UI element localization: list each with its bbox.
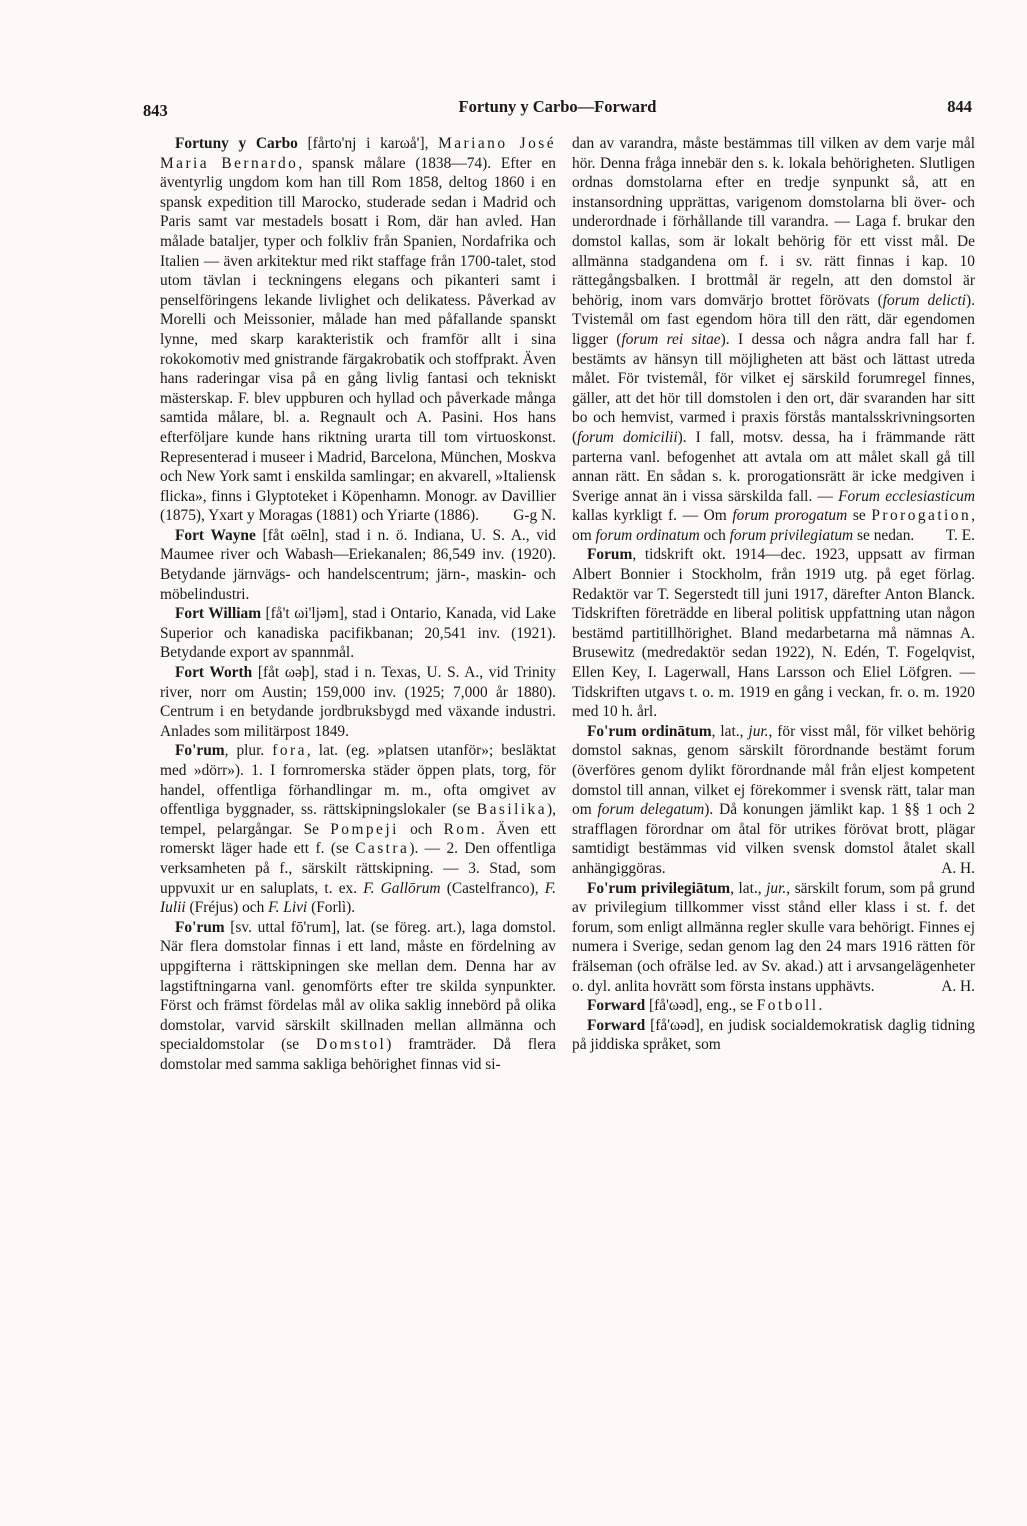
running-title: Fortuny y Carbo—Forward: [458, 97, 657, 116]
entry-fortuny-y-carbo: Fortuny y Carbo [fårto'nj i karωå'], Mariano José Maria Bernardo, spansk målare (1838—74). Efter en äventyrlig ungdom kom han till Rom 1858, deltog 1860 i en spansk expedition till Marocko, studerade sedan i Madrid och Paris samt var mestadels bosatt i Rom, där han avled. Han målade bataljer, typer och folkliv från Spanien, Nordafrika och Italien — även arkitektur med rikt staffage från 1700-talet, stod utom tävlan i teckningens elegans och pikanteri samt i penselföringens lekande livlighet och delikatess. Påverkad av Morelli och Meissonier, målade han med påfallande spanskt lynne, med skarp karakteristik och framför allt i sina rokokomotiv med gnistrande färgakrobatik och stoffprakt. Även hans raderingar visa på en gång livlig fantasi och tekniskt mästerskap. F. blev uppburen och hyllad och påverkade många samtida målare, bl. a. Regnault och A. Pasini. Hos hans efterföljare kunde hans riktning urarta till tom virtuoskonst. Representerad i museer i Madrid, Barcelona, München, Moskva och New York samt i enskilda samlingar; en akvarell, »Italiensk flicka», finns i Glyptoteket i Köpenhamn. Monogr. av Davillier (1875), Yxart y Moragas (1881) och Yriarte (1886). G-g N.: [160, 135, 557, 525]
column-right: [572, 134, 975, 1055]
entry-headword: Forum: [587, 546, 633, 564]
entry-forum-tidskrift: Forum, tidskrift okt. 1914—dec. 1923, uppsatt av firman Albert Bonnier i Stockholm, från 1919 utg. på eget förlag. Redaktör var T. Segerstedt till juni 1917, därefter Anton Blanck. Tidskriften företrädde en liberal politisk uppfattning utan någon bestämd partitillhörighet. Bland medarbetarna må nämnas A. Brusewitz (medredaktör sedan 1922), N. Edén, T. Fogelqvist, Ellen Key, I. Lagerwall, Hans Larsson och Eliel Löfgren. — Tidskriften utgavs t. o. m. 1919 en gång i veckan, fr. o. m. 1920 med 10 h. årl.: [572, 546, 975, 721]
column-left: [160, 134, 556, 1075]
author-signature: A. H.: [941, 859, 975, 877]
entry-headword: Forward: [587, 1016, 646, 1034]
entry-headword: Fo'rum privilegiātum: [587, 879, 731, 897]
entry-forum-privilegiatum: Fo'rum privilegiātum, lat., jur., särskilt forum, som på grund av privilegium tillkommer visst stånd eller klass i st. f. det forum, som enligt allmänna regler skulle vara behörigt. Finnes ej numera i Sverige, sedan genom lag den 24 mars 1916 rätten för frälseman (och ofrälse led. av Sv. akad.) att i arvsangelägenheter o. dyl. anlita hovrätt som första instans upphävts. A. H.: [572, 879, 975, 995]
entry-fort-william: Fort William [få't ωi'ljəm], stad i Ontario, Kanada, vid Lake Superior och kanadiska pacifikbanan; 20,541 inv. (1921). Betydande export av spannmål.: [160, 605, 556, 662]
entry-fort-wayne: Fort Wayne [fåt ωēln], stad i n. ö. Indiana, U. S. A., vid Maumee river och Wabash—Eriekanalen; 86,549 inv. (1920). Betydande järnvägs- och handelscentrum; järn-, maskin- och möbelindustri.: [160, 526, 556, 603]
author-signature: T. E.: [945, 526, 975, 544]
entry-headword: Forward: [587, 997, 646, 1015]
entry-headword: Fort Worth: [175, 664, 253, 682]
entry-forum-1: Fo'rum, plur. fora, lat. (eg. »platsen utanför»; besläktat med »dörr»). 1. I fornromerska städer öppen plats, torg, för handel, offentliga förhandlingar m. m., ofta omgivet av offentliga byggnader, ss. rättskipningslokaler (se Basilika), tempel, pelargångar. Se Pompeji och Rom. Även ett romerskt läger hade ett f. (se Castra). — 2. Den offentliga verksamheten på f., särskilt rättskipning. — 3. Stad, som uppvuxit ur en saluplats, t. ex. F. Gallōrum (Castelfranco), F. Iulii (Fréjus) och F. Livi (Forlì).: [160, 742, 556, 917]
entry-forum-2-continued: dan av varandra, måste bestämmas till vilken av dem varje mål hör. Denna fråga innebär den s. k. lokala behörigheten. Slutligen ordnas domstolarna efter en tredje synpunkt så, att en instansordning upprättas, varigenom domstolarna bli över- och underordnade i förhållande till varandra. — Laga f. brukar den domstol kallas, som är lokalt behörig för ett visst mål. De allmänna stadgandena om f. i sv. rätt finnas i kap. 10 rättegångsbalken. I brottmål är regeln, att den domstol är behörig, inom vars domvärjo brottet förövats (forum delicti). Tvistemål om fast egendom höra till den rätt, där egendomen ligger (forum rei sitae). I dessa och några andra fall har f. bestämts av hänsyn till möjligheten att bäst och lättast utreda målet. För tvistemål, för vilket ej särskild forumregel finnes, gäller, att det hör till domstolen i den ort, där svaranden har sitt bo och hemvist, varmed i praxis förstås mantalsskrivningsorten (forum domicilii). I fall, motsv. dessa, ha i främmande rätt parterna vanl. befogenhet att avtala om att målet skall gå till annan rätt. En sådan s. k. prorogationsrätt är icke medgiven i Sverige annat än i vissa särskilda fall. — Forum ecclesiasticum kallas kyrkligt f. — Om forum prorogatum se Prorogation, om forum ordinatum och forum privilegiatum se nedan. T. E.: [572, 135, 976, 544]
entry-headword: Fort William: [175, 605, 262, 623]
entry-forum-ordinatum: Fo'rum ordinātum, lat., jur., för visst mål, för vilket behörig domstol saknas, genom särskilt förordnande bestämt forum (överföres genom dylikt förordnande mål från eljest kompetent domstol till annan, vilket ej förekommer i svensk rätt, talar man om forum delegatum). Då konungen jämlikt kap. 1 §§ 1 och 2 strafflagen förordnar om åtal för utrikes förövat brott, plägar samtidigt bestämmas vid vilken svensk domstol åtalet skall anhängiggöras. A. H.: [572, 722, 976, 877]
author-signature: A. H.: [941, 977, 975, 995]
entry-headword: Fo'rum: [175, 742, 225, 760]
entry-headword: Fort Wayne: [175, 526, 256, 544]
entry-forum-2: Fo'rum [sv. uttal fō'rum], lat. (se föreg. art.), laga domstol. När flera domstolar finnas i ett land, måste en fördelning av uppgifterna i rättskipningen ske mellan dem. Denna har av lagstiftningarna vanl. genomförts efter tre skilda synpunkter. Först och främst fördelas mål av olika saklig innebörd på olika domstolar, varvid särskilt skillnaden mellan allmänna och specialdomstolar (se Domstol) framträder. Då flera domstolar med samma sakliga behörighet finnas vid si-: [160, 918, 556, 1073]
entry-headword: Fo'rum: [175, 918, 225, 936]
entry-headword: Fortuny y Carbo: [175, 135, 298, 152]
page-number-left: 843: [143, 101, 168, 120]
running-header: [143, 97, 972, 121]
entry-forward-2: Forward [få'ωəd], en judisk socialdemokratisk daglig tidning på jiddiska språket, som: [572, 1016, 975, 1054]
page-number-right: 844: [947, 97, 972, 116]
entry-fort-worth: Fort Worth [fåt ωəþ], stad i n. Texas, U. S. A., vid Trinity river, norr om Austin; 159,000 inv. (1925; 7,000 år 1880). Centrum i en betydande jordbruksbygd med växande industri. Anlades som militärpost 1849.: [160, 664, 556, 740]
author-signature: G-g N.: [513, 507, 556, 525]
entry-forward-1: Forward [få'ωəd], eng., se Fotboll.: [587, 997, 823, 1015]
entry-headword: Fo'rum ordinātum: [587, 722, 712, 740]
